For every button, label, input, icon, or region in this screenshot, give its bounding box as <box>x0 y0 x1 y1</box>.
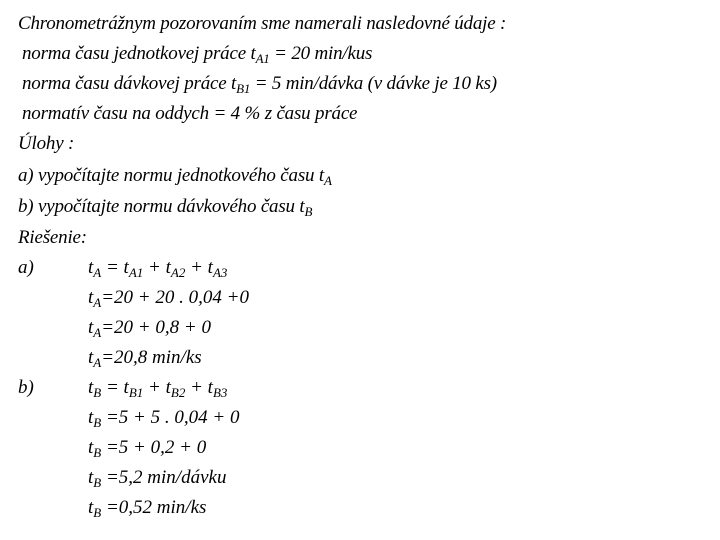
sol-a-line-4: $t_A=20,8$ min/ks <box>88 347 202 370</box>
task-b: b) vypočítajte normu dávkového času $t_B$ <box>18 196 313 219</box>
sol-b-line-5: $t_B =0,52$ min/ks <box>88 497 207 520</box>
sol-a-line-3: $t_A=20 + 0,8 + 0$ <box>88 317 211 340</box>
sol-b-line-2: $t_B =5 + 5$ . 0,04 + 0 <box>88 407 240 430</box>
solution-label-b: b) <box>18 377 34 398</box>
intro-line: Chronometrážnym pozorovaním sme namerali nasledovné údaje : <box>18 13 507 34</box>
sol-b-line-4: $t_B =5,2$ min/dávku <box>88 467 227 490</box>
sol-b-line-1: $t_B = t_{B1} + t_{B2} + t_{B3}$ <box>88 377 228 400</box>
tasks-heading: Úlohy : <box>18 133 75 154</box>
solution-label-a: a) <box>18 257 34 278</box>
given-batch-time: norma času dávkovej práce $t_{B1} = 5$ min/dávka (v dávke je 10 ks) <box>22 73 497 96</box>
sol-a-line-1: $t_A = t_{A1} + t_{A2} + t_{A3}$ <box>88 257 228 280</box>
solution-heading: Riešenie: <box>18 227 87 248</box>
given-rest-norm: normatív času na oddych = 4 % z času práce <box>22 103 358 124</box>
task-a: a) vypočítajte normu jednotkového času $t_A$ <box>18 165 332 188</box>
given-unit-time: norma času jednotkovej práce $t_{A1} = 20$ min/kus <box>22 43 373 66</box>
sol-b-line-3: $t_B =5 + 0,2 + 0$ <box>88 437 207 460</box>
sol-a-line-2: $t_A=20 + 20$ . 0,04 +0 <box>88 287 249 310</box>
